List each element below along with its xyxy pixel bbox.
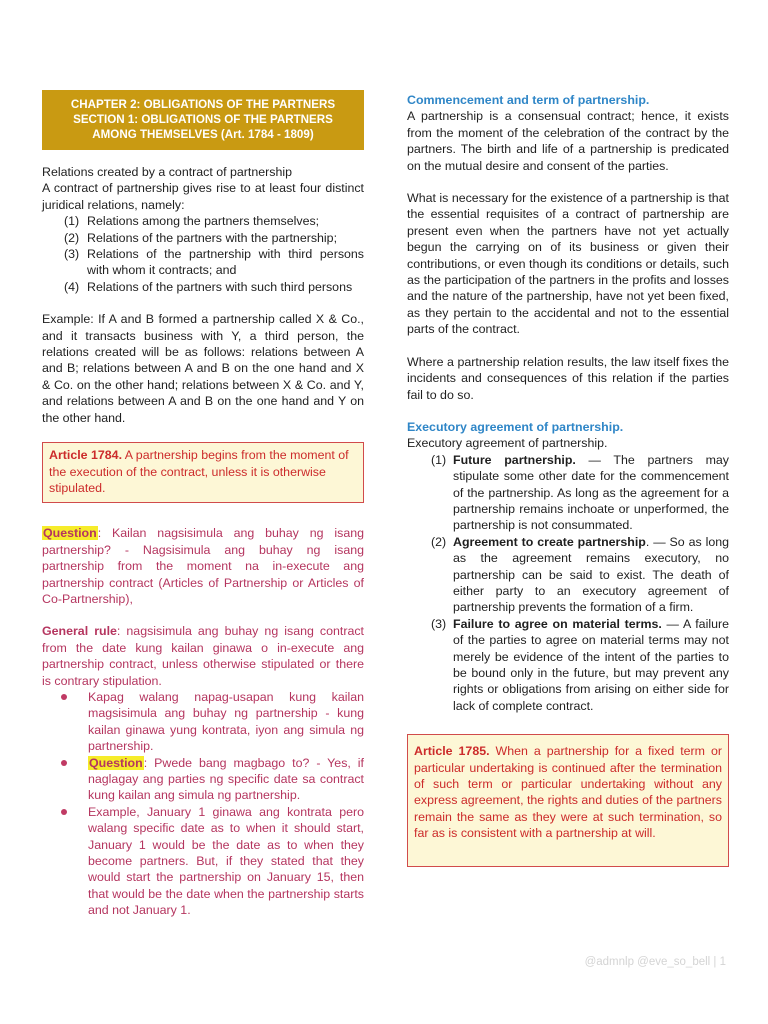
article-1784-box [42, 442, 364, 503]
relations-intro: A contract of partnership gives rise to at least four distinct juridical relations, namely: [42, 181, 364, 212]
executory-list [407, 452, 729, 715]
page-footer: @admnlp @eve_so_bell | 1 [584, 956, 726, 968]
left-column [42, 90, 364, 919]
article-1784-text: A partnership begins from the moment of the execution of the contract, unless it is otherwise stipulated. [49, 448, 349, 495]
article-1785-box [407, 734, 729, 866]
chapter-title: CHAPTER 2: OBLIGATIONS OF THE PARTNERS [70, 98, 336, 111]
term-title: Future partnership. [453, 452, 576, 467]
commencement-p3: Where a partnership relation results, the law itself fixes the incidents and consequences of this relation if the parties fail to do so. [407, 354, 729, 402]
list-item: Example, January 1 ginawa ang kontrata pero walang specific date as to when it should start, January 1 would be the date as to when they become partners. But, if they stated that they would start the partnership on January 15, then that would be the date when the partnership starts and not January 1. [42, 804, 364, 919]
commencement-heading: Commencement and term of partnership. [407, 93, 650, 107]
executory-subheading: Executory agreement of partnership. [407, 436, 608, 451]
general-rule-paragraph [42, 623, 364, 689]
list-item: (1) Future partnership. — The partners may stipulate some other date for the commencement of the partnership. As long as the agreement for a partnership remains inchoate or unperformed, the partnership is not consummated. [431, 452, 729, 533]
relations-title: Relations created by a contract of partnership [42, 165, 293, 179]
list-item: (2) Agreement to create partnership. — So as long as the agreement remains executory, no partnership can be said to exist. The death of either party to an executory agreement of partnership prevents the formation of a firm. [431, 534, 729, 615]
general-rule-text: : nagsisimula ang buhay ng isang contract from the date kung kailan ginawa o in-execute ang partnership contract, unless otherwise stipulated or there is contrary stipulation. [42, 624, 364, 688]
executory-heading: Executory agreement of partnership. [407, 419, 624, 434]
relations-list [42, 213, 364, 295]
commencement-p2: What is necessary for the existence of a partnership is that the essential requisites of a contract of partnership are present even when the partners have not yet actually begun the carrying on of its business or given their contributions, or even though its conditions or details, such as the participation of the partners in the profits and losses and the nature of the partnership, have not yet been fixed, as they pertain to the accidental and not to the essential parts of the contract. [407, 191, 729, 337]
general-rule-label: General rule [42, 624, 117, 639]
relations-item: (1) Relations among the partners themselves; [64, 214, 320, 229]
list-item: Question: Pwede bang magbago to? - Yes, if naglagay ang parties ng specific date sa contract kung kailan ang simula ng partnership. [42, 755, 364, 804]
general-rule-bullets [42, 689, 364, 919]
right-column [407, 92, 729, 867]
relations-example: Example: If A and B formed a partnership called X & Co., and it transacts business with Y, a third person, the relations created will be as follows: relations between A and B; relations between A and B on the one hand and X & Co. on the other hand; relations between X & Co. and Y, and relations between A and B on the one hand and Y on the other hand. [42, 312, 364, 425]
term-title: Failure to agree on material terms. [453, 616, 662, 631]
article-1785-label: Article 1785. [414, 744, 490, 759]
section-subtitle: AMONG THEMSELVES (Art. 1784 - 1809) [92, 128, 314, 141]
bullet-icon [61, 809, 67, 815]
question-text: : Kailan nagsisimula ang buhay ng isang partnership? - Nagsisimula ang buhay ng isang partnership from the moment na in-execute ang partnership contract (Articles of Partnership or Articles of Co-Partnership), [42, 526, 364, 606]
question-label: Question [43, 526, 97, 541]
section-title: SECTION 1: OBLIGATIONS OF THE PARTNERS [73, 113, 333, 126]
relations-item: (4) Relations of the partners with such third persons [64, 279, 353, 294]
bullet-icon [61, 694, 67, 700]
question-label: Question [89, 755, 143, 770]
list-item: (3) Failure to agree on material terms. — A failure of the parties to agree on material terms may not merely be evidence of the intent of the parties to be bound only in the future, but may prevent any rights or obligations from arising on either side for lack of complete contract. [431, 616, 729, 713]
bullet-icon [61, 760, 67, 766]
commencement-p1: A partnership is a consensual contract; hence, it exists from the moment of the celebration of the contract by the partners. The birth and life of a partnership is predicated on the mutual desire and consent of the parties. [407, 109, 729, 173]
chapter-header [42, 90, 364, 150]
article-1784-label: Article 1784. [49, 448, 123, 463]
list-item: Kapag walang napag-usapan kung kailan magsisimula ang buhay ng partnership - kung kailan ginawa yung kontrata, iyon ang simula ng partnership. [42, 689, 364, 755]
question-paragraph [42, 525, 364, 607]
term-title: Agreement to create partnership [453, 534, 646, 549]
article-1785-text: When a partnership for a fixed term or particular undertaking is continued after the termination of such term or particular undertaking without any express agreement, the rights and duties of the partners remain the same as they were at such termination, so far as is consistent with a partnership at will. [414, 744, 722, 841]
relations-item: (3) Relations of the partnership with third persons with whom it contracts; and [64, 247, 364, 278]
relations-item: (2) Relations of the partners with the partnership; [64, 230, 338, 245]
